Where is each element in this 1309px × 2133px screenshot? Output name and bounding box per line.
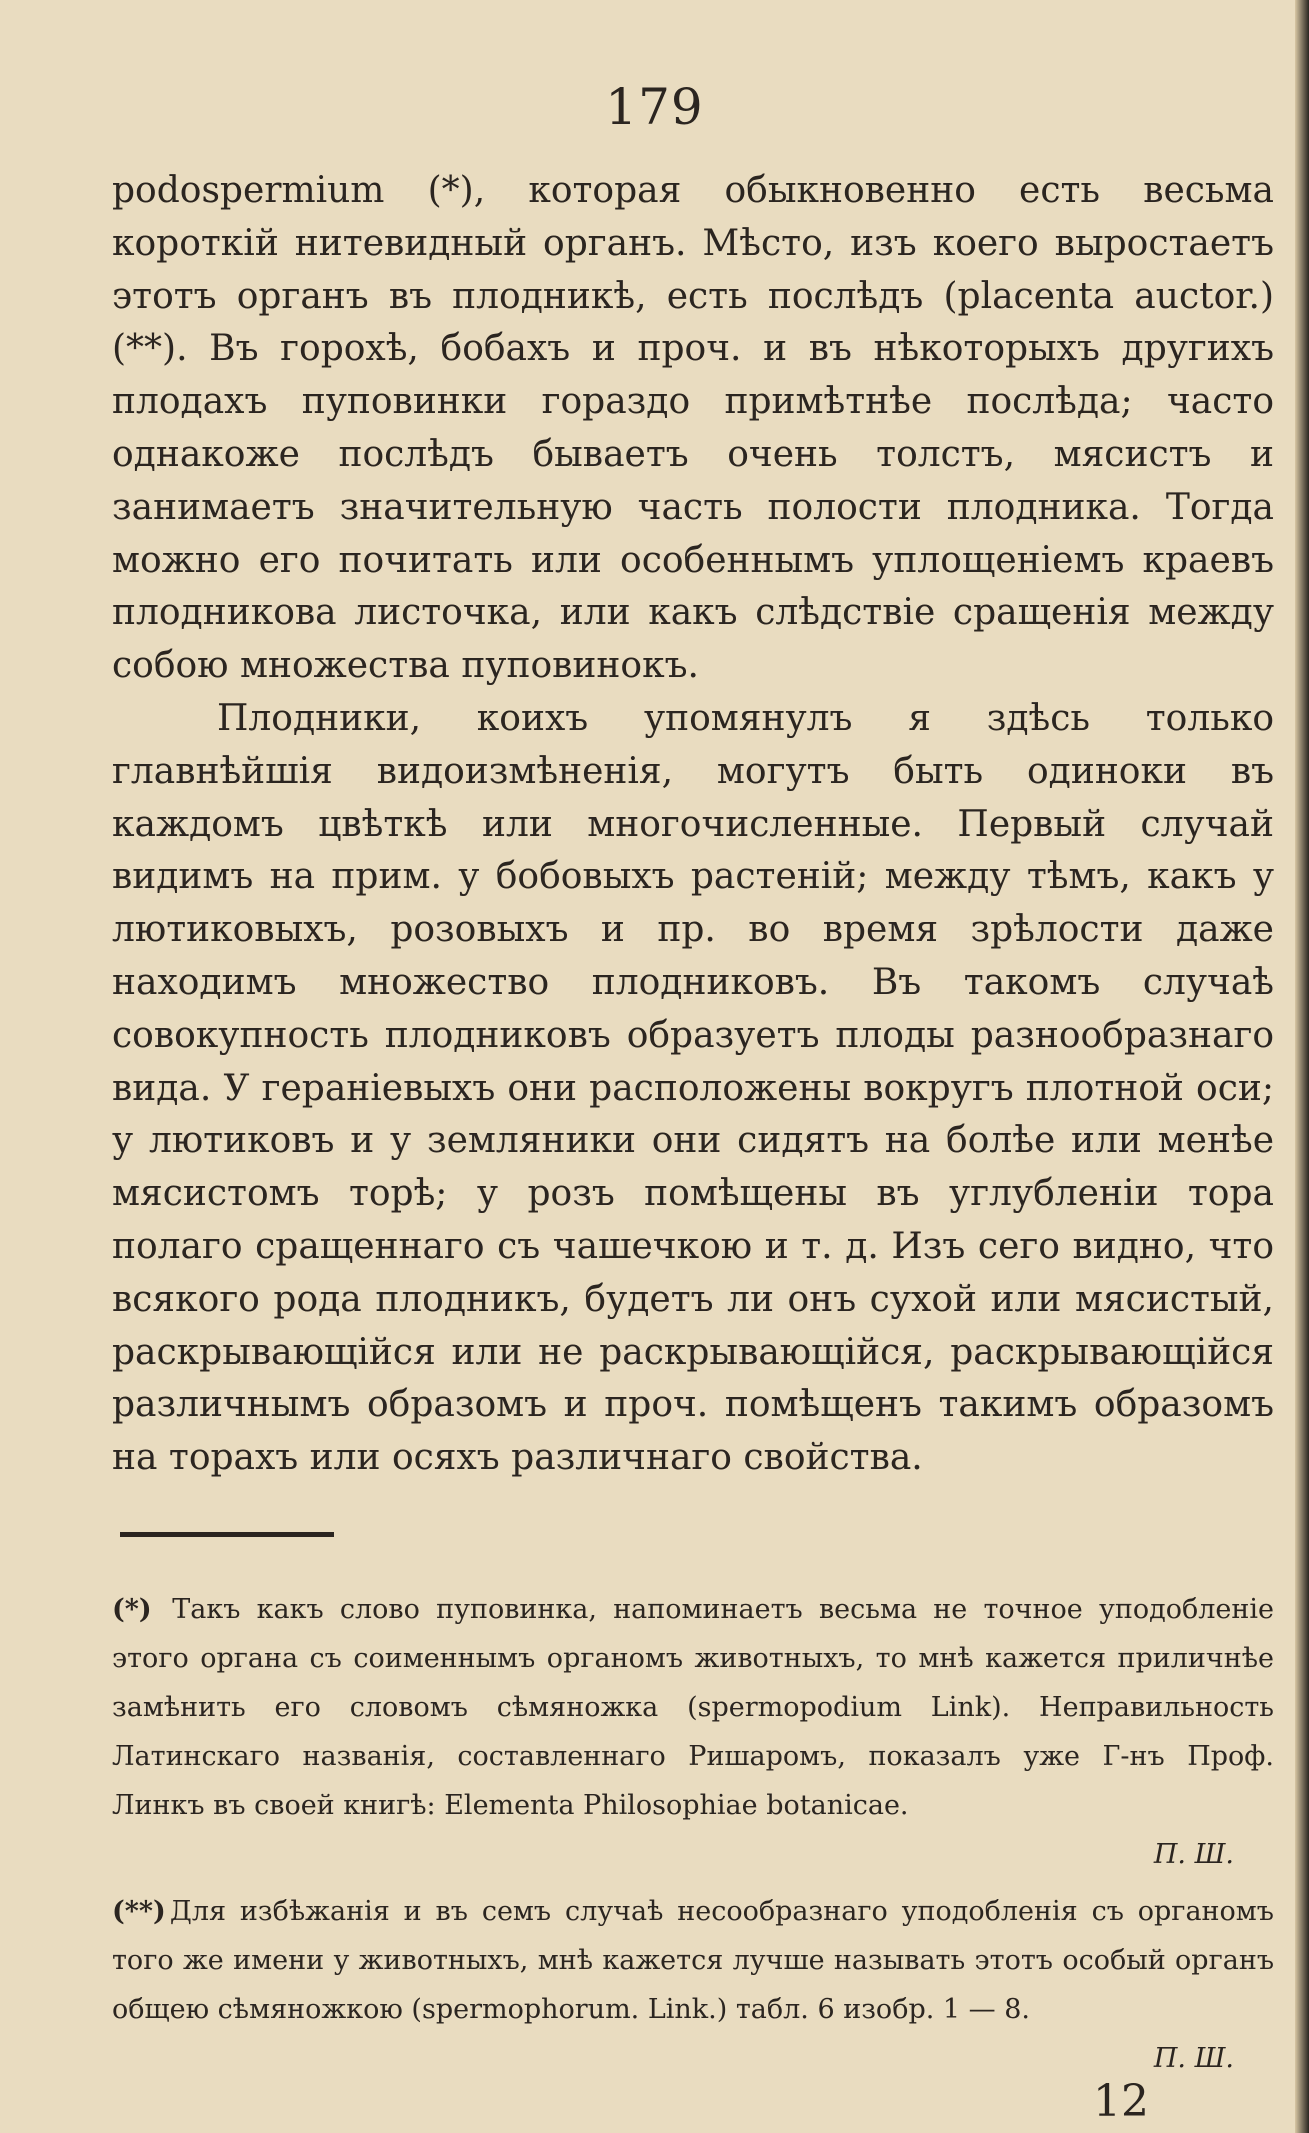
page-number: 179 — [605, 78, 704, 136]
body-text — [112, 165, 1274, 1485]
footnote-text: Для избѣжанія и въ семъ случаѣ несообразнаго уподобленія съ органомъ того же имени у животныхъ, мнѣ кажется лучше называть этотъ особый органъ общею сѣмяножкою (spermophorum. Link.) табл. 6 изобр. 1 — 8. — [112, 1896, 1274, 2025]
footnote-marker: (*) — [112, 1594, 152, 1625]
footnote-signature: П. Ш. — [1153, 1839, 1234, 1870]
page-edge — [1295, 0, 1309, 2133]
footnote-separator — [120, 1532, 334, 1537]
footnotes — [112, 1585, 1274, 2091]
footnote — [112, 1887, 1274, 2083]
body-paragraph: Плодники, коихъ упомянулъ я здѣсь только главнѣйшія видоизмѣненія, могутъ быть одиноки въ каждомъ цвѣткѣ или многочисленные. Первый случай видимъ на прим. у бобовыхъ растеній; между тѣмъ, какъ у лютиковыхъ, розовыхъ и пр. во время зрѣлости даже находимъ множество плодниковъ. Въ такомъ случаѣ совокупность плодниковъ образуетъ плоды разнообразнаго вида. У гераніевыхъ они расположены вокругъ плотной оси; у лютиковъ и у земляники они сидятъ на болѣе или менѣе мясистомъ торѣ; у розъ помѣщены въ углубленіи тора полаго сращеннаго съ чашечкою и т. д. Изъ сего видно, что всякого рода плодникъ, будетъ ли онъ сухой или мясистый, раскрывающійся или не раскрывающійся, раскрывающійся различнымъ образомъ и проч. помѣщенъ такимъ образомъ на торахъ или осяхъ различнаго свойства. — [112, 697, 1274, 1479]
footnote-text: Такъ какъ слово пуповинка, напоминаетъ весьма не точное уподобленіе этого органа съ соименнымъ органомъ животныхъ, то мнѣ кажется приличнѣе замѣнить его словомъ сѣмяножка (spermopodium Link). Неправильность Латинскаго названія, составленнаго Ришаромъ, показалъ уже Г-нъ Проф. Линкъ въ своей книгѣ: Elementa Philosophiae botanicae. — [112, 1594, 1274, 1821]
footnote-marker: (**) — [112, 1896, 166, 1927]
body-paragraph: podospermium (*), которая обыкновенно есть весьма короткій нитевидный органъ. Мѣсто, изъ коего выростаетъ этотъ органъ въ плодникѣ, есть послѣдъ (placenta auctor.) (**). Въ горохѣ, бобахъ и проч. и въ нѣкоторыхъ другихъ плодахъ пуповинки гораздо примѣтнѣе послѣда; часто однакоже послѣдъ бываетъ очень толстъ, мясистъ и занимаетъ значительную часть полости плодника. Тогда можно его почитать или особеннымъ уплощеніемъ краевъ плодникова листочка, или какъ слѣдствіе сращенія между собою множества пуповинокъ. — [112, 170, 1274, 687]
footnote-signature: П. Ш. — [1153, 2043, 1234, 2074]
footnote — [112, 1585, 1274, 1879]
signature-mark: 12 — [1093, 2076, 1149, 2127]
